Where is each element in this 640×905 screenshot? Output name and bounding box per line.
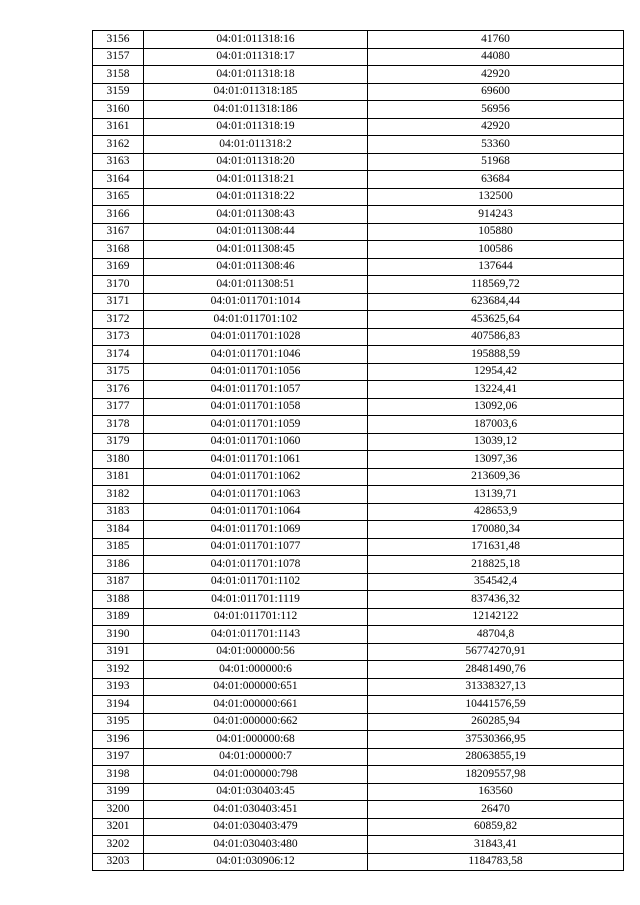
value-cell: 31843,41 <box>368 836 624 854</box>
value-cell: 837436,32 <box>368 591 624 609</box>
value-cell: 60859,82 <box>368 818 624 836</box>
table-row <box>93 381 624 399</box>
value-cell: 51968 <box>368 153 624 171</box>
row-number-cell: 3160 <box>93 101 144 119</box>
cadastral-value-table <box>92 30 624 871</box>
cadastral-number-cell: 04:01:011701:1143 <box>144 626 368 644</box>
value-cell: 12954,42 <box>368 363 624 381</box>
cadastral-number-cell: 04:01:011318:2 <box>144 136 368 154</box>
value-cell: 26470 <box>368 801 624 819</box>
table-row <box>93 206 624 224</box>
row-number-cell: 3177 <box>93 398 144 416</box>
table-row <box>93 66 624 84</box>
cadastral-number-cell: 04:01:011701:1056 <box>144 363 368 381</box>
value-cell: 118569,72 <box>368 276 624 294</box>
table-row <box>93 241 624 259</box>
value-cell: 13097,36 <box>368 451 624 469</box>
cadastral-number-cell: 04:01:000000:662 <box>144 713 368 731</box>
row-number-cell: 3199 <box>93 783 144 801</box>
table-body <box>93 31 624 871</box>
value-cell: 170080,34 <box>368 521 624 539</box>
row-number-cell: 3174 <box>93 346 144 364</box>
table-row <box>93 643 624 661</box>
row-number-cell: 3169 <box>93 258 144 276</box>
table-row <box>93 731 624 749</box>
cadastral-number-cell: 04:01:000000:7 <box>144 748 368 766</box>
table-row <box>93 223 624 241</box>
value-cell: 453625,64 <box>368 311 624 329</box>
cadastral-number-cell: 04:01:030403:451 <box>144 801 368 819</box>
value-cell: 213609,36 <box>368 468 624 486</box>
row-number-cell: 3163 <box>93 153 144 171</box>
value-cell: 407586,83 <box>368 328 624 346</box>
value-cell: 56774270,91 <box>368 643 624 661</box>
value-cell: 18209557,98 <box>368 766 624 784</box>
table-row <box>93 556 624 574</box>
row-number-cell: 3190 <box>93 626 144 644</box>
value-cell: 187003,6 <box>368 416 624 434</box>
value-cell: 171631,48 <box>368 538 624 556</box>
value-cell: 13092,06 <box>368 398 624 416</box>
row-number-cell: 3173 <box>93 328 144 346</box>
table-row <box>93 538 624 556</box>
cadastral-number-cell: 04:01:011318:22 <box>144 188 368 206</box>
value-cell: 42920 <box>368 118 624 136</box>
table-row <box>93 801 624 819</box>
row-number-cell: 3200 <box>93 801 144 819</box>
row-number-cell: 3166 <box>93 206 144 224</box>
value-cell: 218825,18 <box>368 556 624 574</box>
value-cell: 41760 <box>368 31 624 49</box>
cadastral-number-cell: 04:01:011318:21 <box>144 171 368 189</box>
row-number-cell: 3186 <box>93 556 144 574</box>
row-number-cell: 3179 <box>93 433 144 451</box>
cadastral-number-cell: 04:01:011701:1014 <box>144 293 368 311</box>
table-row <box>93 696 624 714</box>
cadastral-number-cell: 04:01:011318:16 <box>144 31 368 49</box>
cadastral-number-cell: 04:01:011701:1069 <box>144 521 368 539</box>
value-cell: 100586 <box>368 241 624 259</box>
table-row <box>93 346 624 364</box>
value-cell: 163560 <box>368 783 624 801</box>
row-number-cell: 3183 <box>93 503 144 521</box>
cadastral-number-cell: 04:01:011318:17 <box>144 48 368 66</box>
cadastral-number-cell: 04:01:000000:651 <box>144 678 368 696</box>
row-number-cell: 3170 <box>93 276 144 294</box>
value-cell: 37530366,95 <box>368 731 624 749</box>
value-cell: 42920 <box>368 66 624 84</box>
row-number-cell: 3164 <box>93 171 144 189</box>
cadastral-number-cell: 04:01:011701:112 <box>144 608 368 626</box>
cadastral-number-cell: 04:01:011701:1078 <box>144 556 368 574</box>
table-row <box>93 486 624 504</box>
value-cell: 428653,9 <box>368 503 624 521</box>
value-cell: 13139,71 <box>368 486 624 504</box>
row-number-cell: 3195 <box>93 713 144 731</box>
table-row <box>93 853 624 871</box>
row-number-cell: 3171 <box>93 293 144 311</box>
table-row <box>93 451 624 469</box>
row-number-cell: 3188 <box>93 591 144 609</box>
row-number-cell: 3191 <box>93 643 144 661</box>
row-number-cell: 3197 <box>93 748 144 766</box>
table-row <box>93 363 624 381</box>
cadastral-number-cell: 04:01:011308:51 <box>144 276 368 294</box>
cadastral-number-cell: 04:01:011308:43 <box>144 206 368 224</box>
value-cell: 137644 <box>368 258 624 276</box>
value-cell: 105880 <box>368 223 624 241</box>
row-number-cell: 3185 <box>93 538 144 556</box>
row-number-cell: 3175 <box>93 363 144 381</box>
cadastral-number-cell: 04:01:000000:661 <box>144 696 368 714</box>
cadastral-number-cell: 04:01:011701:1058 <box>144 398 368 416</box>
row-number-cell: 3168 <box>93 241 144 259</box>
row-number-cell: 3181 <box>93 468 144 486</box>
value-cell: 28063855,19 <box>368 748 624 766</box>
value-cell: 132500 <box>368 188 624 206</box>
row-number-cell: 3194 <box>93 696 144 714</box>
table-row <box>93 573 624 591</box>
cadastral-number-cell: 04:01:011701:1062 <box>144 468 368 486</box>
row-number-cell: 3198 <box>93 766 144 784</box>
cadastral-number-cell: 04:01:011701:1059 <box>144 416 368 434</box>
table-row <box>93 101 624 119</box>
table-row <box>93 468 624 486</box>
cadastral-number-cell: 04:01:011701:1063 <box>144 486 368 504</box>
row-number-cell: 3176 <box>93 381 144 399</box>
value-cell: 56956 <box>368 101 624 119</box>
row-number-cell: 3172 <box>93 311 144 329</box>
cadastral-number-cell: 04:01:030403:480 <box>144 836 368 854</box>
table-row <box>93 311 624 329</box>
table-row <box>93 626 624 644</box>
value-cell: 260285,94 <box>368 713 624 731</box>
value-cell: 69600 <box>368 83 624 101</box>
cadastral-number-cell: 04:01:011318:20 <box>144 153 368 171</box>
row-number-cell: 3162 <box>93 136 144 154</box>
row-number-cell: 3157 <box>93 48 144 66</box>
row-number-cell: 3192 <box>93 661 144 679</box>
table-row <box>93 48 624 66</box>
table-row <box>93 118 624 136</box>
cadastral-number-cell: 04:01:011318:185 <box>144 83 368 101</box>
cadastral-number-cell: 04:01:030403:45 <box>144 783 368 801</box>
row-number-cell: 3203 <box>93 853 144 871</box>
row-number-cell: 3202 <box>93 836 144 854</box>
row-number-cell: 3201 <box>93 818 144 836</box>
value-cell: 13039,12 <box>368 433 624 451</box>
cadastral-number-cell: 04:01:000000:56 <box>144 643 368 661</box>
table-row <box>93 818 624 836</box>
table-row <box>93 31 624 49</box>
row-number-cell: 3180 <box>93 451 144 469</box>
table-row <box>93 416 624 434</box>
table-row <box>93 83 624 101</box>
cadastral-number-cell: 04:01:011701:1057 <box>144 381 368 399</box>
table-row <box>93 293 624 311</box>
cadastral-number-cell: 04:01:011701:1064 <box>144 503 368 521</box>
table-row <box>93 136 624 154</box>
value-cell: 31338327,13 <box>368 678 624 696</box>
cadastral-number-cell: 04:01:000000:6 <box>144 661 368 679</box>
row-number-cell: 3182 <box>93 486 144 504</box>
table-row <box>93 836 624 854</box>
table-row <box>93 591 624 609</box>
table-row <box>93 713 624 731</box>
table-row <box>93 171 624 189</box>
cadastral-number-cell: 04:01:011318:18 <box>144 66 368 84</box>
cadastral-number-cell: 04:01:030403:479 <box>144 818 368 836</box>
cadastral-number-cell: 04:01:011701:102 <box>144 311 368 329</box>
table-row <box>93 276 624 294</box>
row-number-cell: 3178 <box>93 416 144 434</box>
value-cell: 53360 <box>368 136 624 154</box>
cadastral-number-cell: 04:01:000000:68 <box>144 731 368 749</box>
row-number-cell: 3165 <box>93 188 144 206</box>
row-number-cell: 3193 <box>93 678 144 696</box>
value-cell: 10441576,59 <box>368 696 624 714</box>
table-row <box>93 258 624 276</box>
table-row <box>93 433 624 451</box>
cadastral-number-cell: 04:01:011701:1046 <box>144 346 368 364</box>
table-row <box>93 153 624 171</box>
row-number-cell: 3189 <box>93 608 144 626</box>
table-row <box>93 608 624 626</box>
value-cell: 13224,41 <box>368 381 624 399</box>
table-row <box>93 678 624 696</box>
value-cell: 63684 <box>368 171 624 189</box>
cadastral-number-cell: 04:01:000000:798 <box>144 766 368 784</box>
value-cell: 44080 <box>368 48 624 66</box>
cadastral-number-cell: 04:01:011701:1119 <box>144 591 368 609</box>
cadastral-number-cell: 04:01:011701:1060 <box>144 433 368 451</box>
cadastral-number-cell: 04:01:011308:45 <box>144 241 368 259</box>
table-row <box>93 521 624 539</box>
table-row <box>93 661 624 679</box>
table-row <box>93 398 624 416</box>
value-cell: 195888,59 <box>368 346 624 364</box>
cadastral-number-cell: 04:01:011318:19 <box>144 118 368 136</box>
cadastral-number-cell: 04:01:011701:1102 <box>144 573 368 591</box>
row-number-cell: 3159 <box>93 83 144 101</box>
row-number-cell: 3184 <box>93 521 144 539</box>
row-number-cell: 3161 <box>93 118 144 136</box>
table-row <box>93 188 624 206</box>
cadastral-number-cell: 04:01:011318:186 <box>144 101 368 119</box>
row-number-cell: 3158 <box>93 66 144 84</box>
cadastral-number-cell: 04:01:011308:44 <box>144 223 368 241</box>
value-cell: 1184783,58 <box>368 853 624 871</box>
cadastral-number-cell: 04:01:011701:1077 <box>144 538 368 556</box>
table-row <box>93 503 624 521</box>
value-cell: 28481490,76 <box>368 661 624 679</box>
cadastral-number-cell: 04:01:030906:12 <box>144 853 368 871</box>
value-cell: 354542,4 <box>368 573 624 591</box>
value-cell: 623684,44 <box>368 293 624 311</box>
row-number-cell: 3156 <box>93 31 144 49</box>
table-row <box>93 748 624 766</box>
value-cell: 12142122 <box>368 608 624 626</box>
row-number-cell: 3187 <box>93 573 144 591</box>
cadastral-number-cell: 04:01:011701:1028 <box>144 328 368 346</box>
cadastral-number-cell: 04:01:011308:46 <box>144 258 368 276</box>
cadastral-number-cell: 04:01:011701:1061 <box>144 451 368 469</box>
value-cell: 48704,8 <box>368 626 624 644</box>
row-number-cell: 3167 <box>93 223 144 241</box>
row-number-cell: 3196 <box>93 731 144 749</box>
table-row <box>93 766 624 784</box>
table-row <box>93 328 624 346</box>
value-cell: 914243 <box>368 206 624 224</box>
table-row <box>93 783 624 801</box>
